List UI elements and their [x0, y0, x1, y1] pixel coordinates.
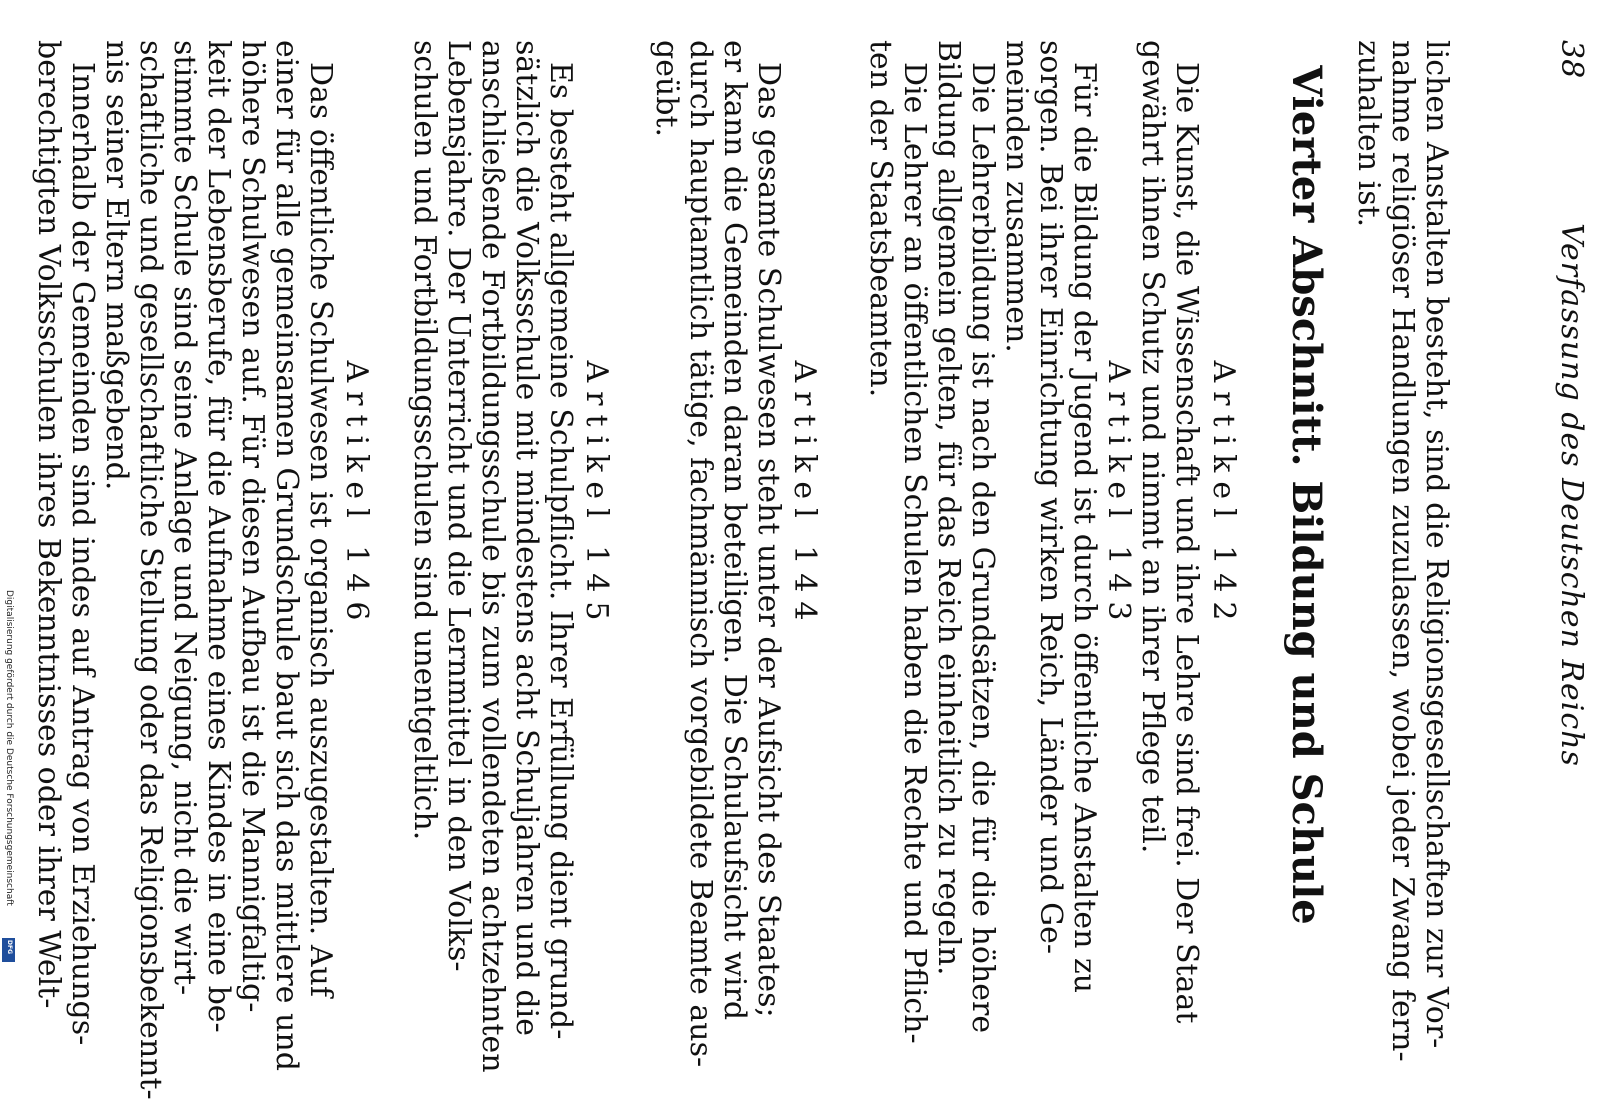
article-line: gewährt ihnen Schutz und nimmt an ihrer Pflege teil.: [1135, 40, 1170, 854]
article-line: keit der Lebensberufe, für die Aufnahme eines Kindes in eine be-: [201, 40, 236, 1033]
article-line: anschließende Fortbildungsschule bis zum vollendeten achtzehnten: [475, 40, 510, 1073]
section-heading: Vierter Abschnitt. Bildung und Schule: [1283, 65, 1330, 925]
article-line: Die Lehrer an öffentlichen Schulen haben die Rechte und Pflich-: [897, 62, 932, 1044]
body-line: zuhalten ist.: [1351, 40, 1386, 228]
digitization-note: [0, 590, 16, 990]
article-line: Das gesamte Schulwesen steht unter der Aufsicht des Staates;: [751, 62, 786, 1018]
article-line: er kann die Gemeinden daran beteiligen. Die Schulaufsicht wird: [717, 40, 752, 1021]
article-line: sätzlich die Volksschule mit mindestens acht Schuljahren und die: [509, 40, 544, 1036]
article-line: Lebensjahre. Der Unterricht und die Lernmittel in den Volks-: [441, 40, 476, 972]
body-line: lichen Anstalten besteht, sind die Religionsgesellschaften zur Vor-: [1419, 40, 1454, 1049]
dfg-logo-text: DFG: [6, 940, 13, 955]
article-line: Das öffentliche Schulwesen ist organisch auszugestalten. Auf: [303, 62, 338, 997]
article-line: höhere Schulwesen auf. Für diesen Aufbau ist die Mannigfaltig-: [235, 40, 270, 1013]
article-line: Die Lehrerbildung ist nach den Grundsätzen, die für die höhere: [965, 62, 1000, 1034]
article-line: einer für alle gemeinsamen Grundschule baut sich das mittlere und: [269, 40, 304, 1071]
article-heading: Artikel 144: [787, 360, 822, 630]
article-line: schulen und Fortbildungsschulen sind unentgeltlich.: [407, 40, 442, 841]
article-line: Bildung allgemein gelten, für das Reich einheitlich zu regeln.: [931, 40, 966, 976]
running-header: [1543, 40, 1593, 950]
article-line: schaftliche und gesellschaftliche Stellung oder das Religionsbekennt-: [133, 40, 168, 1100]
article-line: nis seiner Eltern maßgebend.: [99, 40, 134, 491]
digitization-note-text: Digitalisierung gefördert durch die Deutsche Forschungsgemeinschaft: [4, 590, 14, 906]
article-heading: Artikel 142: [1206, 360, 1241, 630]
article-line: meinden zusammen.: [999, 40, 1034, 353]
article-line: Die Kunst, die Wissenschaft und ihre Lehre sind frei. Der Staat: [1169, 62, 1204, 1024]
article-line: stimmte Schule sind seine Anlage und Neigung, nicht die wirt-: [167, 40, 202, 996]
dfg-logo: [2, 938, 15, 962]
article-line: Innerhalb der Gemeinden sind indes auf Antrag von Erziehungs-: [65, 62, 100, 1046]
article-line: sorgen. Bei ihrer Einrichtung wirken Reich, Länder und Ge-: [1033, 40, 1068, 955]
running-title: Verfassung des Deutschen Reichs: [1554, 223, 1589, 767]
article-line: Es besteht allgemeine Schulpflicht. Ihrer Erfüllung dient grund-: [543, 62, 578, 1040]
article-line: berechtigten Volksschulen ihres Bekenntnisses oder ihrer Welt-: [31, 40, 66, 1009]
body-line: nahme religiöser Handlungen zuzulassen, wobei jeder Zwang fern-: [1385, 40, 1420, 1062]
article-heading: Artikel 145: [579, 360, 614, 630]
article-line: geübt.: [649, 40, 684, 138]
article-heading: Artikel 146: [339, 360, 374, 630]
article-line: ten der Staatsbeamten.: [863, 40, 898, 398]
article-line: durch hauptamtlich tätige, fachmännisch vorgebildete Beamte aus-: [683, 40, 718, 1068]
article-heading: Artikel 143: [1101, 360, 1136, 630]
article-line: Für die Bildung der Jugend ist durch öffentliche Anstalten zu: [1067, 62, 1102, 994]
page-number: 38: [1554, 40, 1589, 79]
